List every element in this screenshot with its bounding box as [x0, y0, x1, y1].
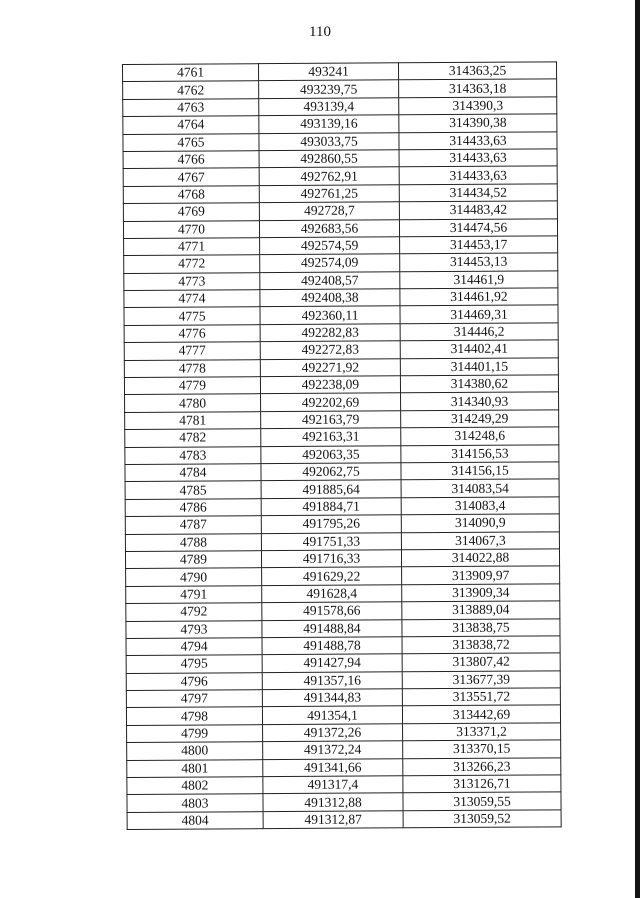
x-coordinate-cell: 491628,4 [262, 585, 402, 603]
point-number-cell: 4764 [123, 116, 259, 134]
y-coordinate-cell: 314090,9 [401, 514, 559, 532]
x-coordinate-cell: 491629,22 [262, 567, 402, 585]
x-coordinate-cell: 491341,66 [263, 758, 403, 776]
y-coordinate-cell: 314483,42 [399, 201, 557, 219]
y-coordinate-cell: 314401,15 [400, 357, 558, 375]
y-coordinate-cell: 314083,4 [401, 497, 559, 515]
y-coordinate-cell: 314433,63 [399, 149, 557, 167]
y-coordinate-cell: 314453,17 [400, 236, 558, 254]
table-row [123, 114, 557, 134]
x-coordinate-cell: 492063,35 [261, 445, 401, 463]
table-row [126, 671, 560, 691]
table-row [124, 357, 558, 377]
table-row [126, 636, 560, 656]
table-row [125, 514, 559, 534]
point-number-cell: 4771 [124, 238, 260, 256]
point-number-cell: 4761 [123, 64, 259, 82]
point-number-cell: 4801 [127, 759, 263, 777]
x-coordinate-cell: 492238,09 [260, 376, 400, 394]
x-coordinate-cell: 492761,25 [259, 185, 399, 203]
x-coordinate-cell: 491488,78 [262, 637, 402, 655]
y-coordinate-cell: 313551,72 [402, 688, 560, 706]
point-number-cell: 4789 [125, 551, 261, 569]
x-coordinate-cell: 492163,79 [261, 411, 401, 429]
page-number: 110 [309, 24, 331, 40]
point-number-cell: 4802 [127, 777, 263, 795]
x-coordinate-cell: 492762,91 [259, 167, 399, 185]
x-coordinate-cell: 491884,71 [261, 498, 401, 516]
point-number-cell: 4794 [126, 638, 262, 656]
y-coordinate-cell: 314453,13 [400, 253, 558, 271]
y-coordinate-cell: 314363,25 [398, 62, 556, 80]
table-row [123, 79, 557, 99]
table-row [123, 62, 557, 82]
point-number-cell: 4784 [125, 464, 261, 482]
table-row [123, 218, 557, 238]
table-row [123, 166, 557, 186]
table-row [123, 201, 557, 221]
point-number-cell: 4769 [123, 203, 259, 221]
x-coordinate-cell: 492272,83 [260, 341, 400, 359]
y-coordinate-cell: 314380,62 [400, 375, 558, 393]
table-row [124, 253, 558, 273]
table-row [125, 444, 559, 464]
y-coordinate-cell: 314248,6 [401, 427, 559, 445]
x-coordinate-cell: 491751,33 [261, 532, 401, 550]
y-coordinate-cell: 313126,71 [403, 775, 561, 793]
y-coordinate-cell: 314474,56 [399, 218, 557, 236]
point-number-cell: 4798 [126, 707, 262, 725]
y-coordinate-cell: 314434,52 [399, 184, 557, 202]
x-coordinate-cell: 491716,33 [261, 550, 401, 568]
table-row [125, 497, 559, 517]
table-row [123, 184, 557, 204]
point-number-cell: 4767 [123, 168, 259, 186]
y-coordinate-cell: 313838,75 [402, 618, 560, 636]
table-row [126, 705, 560, 725]
table-row [125, 392, 559, 412]
y-coordinate-cell: 314022,88 [401, 549, 559, 567]
y-coordinate-cell: 314249,29 [401, 410, 559, 428]
point-number-cell: 4783 [125, 446, 261, 464]
table-row [124, 236, 558, 256]
table-row [127, 792, 561, 812]
y-coordinate-cell: 314461,9 [400, 271, 558, 289]
y-coordinate-cell: 313059,55 [403, 792, 561, 810]
x-coordinate-cell: 491795,26 [261, 515, 401, 533]
point-number-cell: 4768 [123, 185, 259, 203]
point-number-cell: 4791 [126, 585, 262, 603]
point-number-cell: 4796 [126, 672, 262, 690]
x-coordinate-cell: 491578,66 [262, 602, 402, 620]
table-row [124, 340, 558, 360]
x-coordinate-cell: 491354,1 [262, 706, 402, 724]
x-coordinate-cell: 492271,92 [260, 358, 400, 376]
y-coordinate-cell: 314461,92 [400, 288, 558, 306]
scan-edge [635, 0, 640, 898]
point-number-cell: 4781 [125, 411, 261, 429]
x-coordinate-cell: 493241 [259, 63, 399, 81]
point-number-cell: 4774 [124, 290, 260, 308]
x-coordinate-cell: 492683,56 [259, 219, 399, 237]
point-number-cell: 4773 [124, 272, 260, 290]
table-row [127, 723, 561, 743]
x-coordinate-cell: 492202,69 [261, 393, 401, 411]
y-coordinate-cell: 314340,93 [401, 392, 559, 410]
x-coordinate-cell: 492408,38 [260, 289, 400, 307]
point-number-cell: 4772 [124, 255, 260, 273]
point-number-cell: 4800 [127, 742, 263, 760]
table-row [125, 410, 559, 430]
point-number-cell: 4762 [123, 81, 259, 99]
table-row [127, 775, 561, 795]
x-coordinate-cell: 493139,4 [259, 98, 399, 116]
table-row [124, 323, 558, 343]
point-number-cell: 4788 [125, 533, 261, 551]
table-row [126, 618, 560, 638]
point-number-cell: 4787 [125, 516, 261, 534]
table-row [123, 149, 557, 169]
y-coordinate-cell: 314156,53 [401, 444, 559, 462]
table-row [124, 271, 558, 291]
table-row [126, 653, 560, 673]
table-row [126, 601, 560, 621]
point-number-cell: 4763 [123, 98, 259, 116]
table-row [126, 566, 560, 586]
y-coordinate-cell: 314390,3 [399, 97, 557, 115]
point-number-cell: 4799 [127, 724, 263, 742]
table-row [125, 427, 559, 447]
y-coordinate-cell: 313371,2 [403, 723, 561, 741]
y-coordinate-cell: 314363,18 [399, 79, 557, 97]
x-coordinate-cell: 491317,4 [263, 776, 403, 794]
table-row [124, 288, 558, 308]
table-row [123, 97, 557, 117]
coordinates-table [122, 61, 562, 830]
x-coordinate-cell: 492728,7 [259, 202, 399, 220]
x-coordinate-cell: 492408,57 [260, 271, 400, 289]
y-coordinate-cell: 314469,31 [400, 305, 558, 323]
point-number-cell: 4803 [127, 794, 263, 812]
table-row [126, 584, 560, 604]
point-number-cell: 4770 [123, 220, 259, 238]
x-coordinate-cell: 491372,24 [263, 741, 403, 759]
y-coordinate-cell: 313677,39 [402, 671, 560, 689]
y-coordinate-cell: 314402,41 [400, 340, 558, 358]
point-number-cell: 4776 [124, 325, 260, 343]
y-coordinate-cell: 314156,15 [401, 462, 559, 480]
y-coordinate-cell: 313266,23 [403, 757, 561, 775]
x-coordinate-cell: 492860,55 [259, 150, 399, 168]
x-coordinate-cell: 491357,16 [262, 671, 402, 689]
y-coordinate-cell: 314433,63 [399, 131, 557, 149]
x-coordinate-cell: 492360,11 [260, 306, 400, 324]
y-coordinate-cell: 314433,63 [399, 166, 557, 184]
table-row [125, 462, 559, 482]
point-number-cell: 4765 [123, 133, 259, 151]
coordinates-table-body [123, 62, 562, 830]
y-coordinate-cell: 314083,54 [401, 479, 559, 497]
table-row [124, 305, 558, 325]
point-number-cell: 4804 [127, 811, 263, 829]
y-coordinate-cell: 313838,72 [402, 636, 560, 654]
y-coordinate-cell: 314446,2 [400, 323, 558, 341]
point-number-cell: 4775 [124, 307, 260, 325]
y-coordinate-cell: 313807,42 [402, 653, 560, 671]
table-row [126, 688, 560, 708]
point-number-cell: 4786 [125, 498, 261, 516]
table-row [125, 531, 559, 551]
table-row [123, 131, 557, 151]
y-coordinate-cell: 313370,15 [403, 740, 561, 758]
point-number-cell: 4779 [124, 377, 260, 395]
y-coordinate-cell: 313889,04 [402, 601, 560, 619]
point-number-cell: 4777 [124, 342, 260, 360]
point-number-cell: 4792 [126, 603, 262, 621]
table-row [127, 740, 561, 760]
y-coordinate-cell: 313909,97 [402, 566, 560, 584]
x-coordinate-cell: 493139,16 [259, 115, 399, 133]
x-coordinate-cell: 492574,59 [260, 237, 400, 255]
table-row [127, 757, 561, 777]
x-coordinate-cell: 491427,94 [262, 654, 402, 672]
point-number-cell: 4793 [126, 620, 262, 638]
table-row [125, 479, 559, 499]
table-row [124, 375, 558, 395]
x-coordinate-cell: 491372,26 [263, 724, 403, 742]
x-coordinate-cell: 493033,75 [259, 132, 399, 150]
x-coordinate-cell: 491885,64 [261, 480, 401, 498]
x-coordinate-cell: 491312,87 [263, 811, 403, 829]
y-coordinate-cell: 314390,38 [399, 114, 557, 132]
x-coordinate-cell: 491344,83 [262, 689, 402, 707]
point-number-cell: 4795 [126, 655, 262, 673]
y-coordinate-cell: 313909,34 [402, 584, 560, 602]
x-coordinate-cell: 492062,75 [261, 463, 401, 481]
point-number-cell: 4782 [125, 429, 261, 447]
x-coordinate-cell: 493239,75 [259, 80, 399, 98]
point-number-cell: 4790 [126, 568, 262, 586]
point-number-cell: 4785 [125, 481, 261, 499]
point-number-cell: 4778 [124, 359, 260, 377]
y-coordinate-cell: 313442,69 [402, 705, 560, 723]
x-coordinate-cell: 492282,83 [260, 324, 400, 342]
x-coordinate-cell: 492574,09 [260, 254, 400, 272]
point-number-cell: 4780 [125, 394, 261, 412]
table-row [127, 810, 561, 830]
x-coordinate-cell: 491488,84 [262, 619, 402, 637]
x-coordinate-cell: 492163,31 [261, 428, 401, 446]
table-row [125, 549, 559, 569]
y-coordinate-cell: 313059,52 [403, 810, 561, 828]
y-coordinate-cell: 314067,3 [401, 531, 559, 549]
x-coordinate-cell: 491312,88 [263, 793, 403, 811]
point-number-cell: 4797 [126, 690, 262, 708]
point-number-cell: 4766 [123, 151, 259, 169]
